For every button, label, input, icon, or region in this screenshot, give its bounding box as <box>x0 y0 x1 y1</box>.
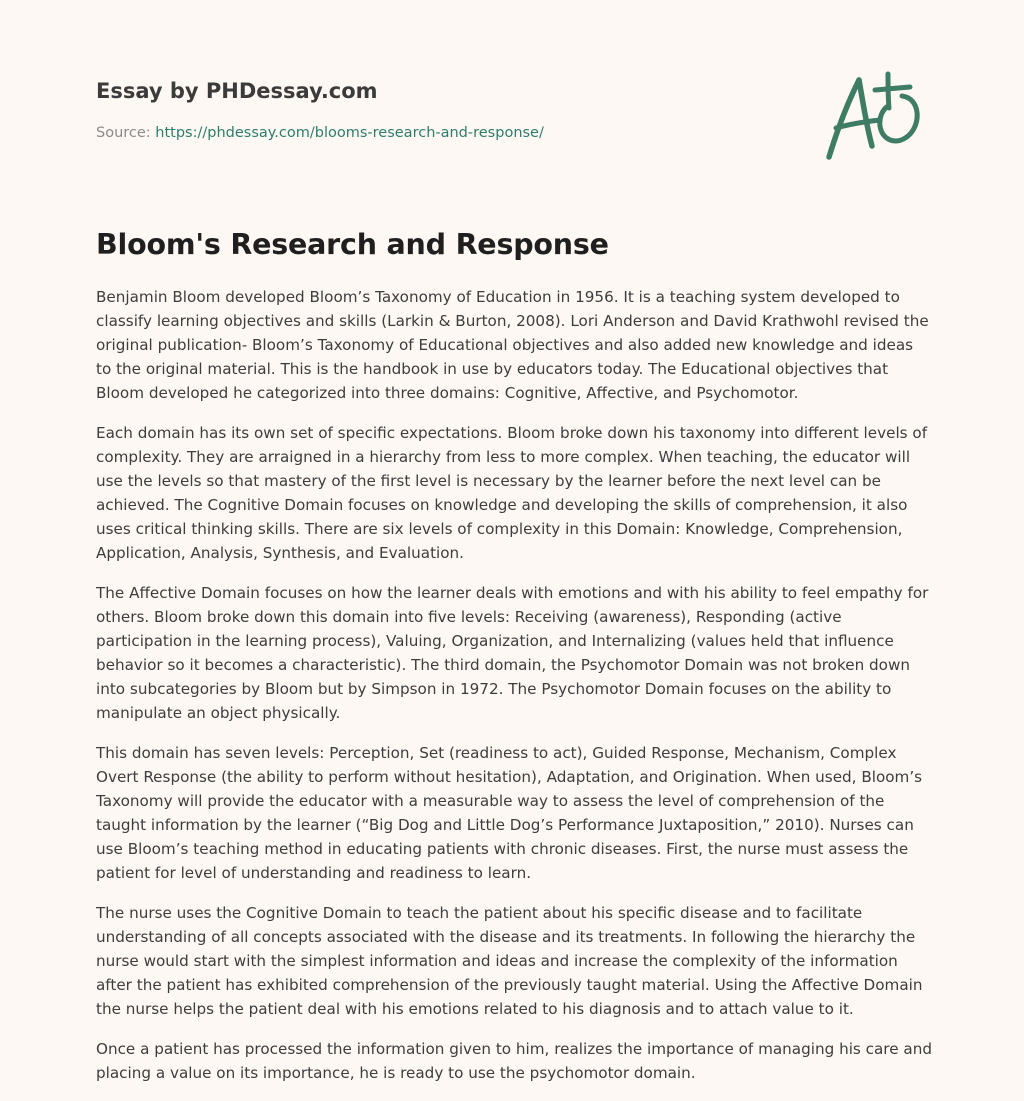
essay-paragraph: Benjamin Bloom developed Bloom’s Taxonomy of Education in 1956. It is a teaching system developed to classify learning objectives and skills (Larkin & Burton, 2008). Lori Anderson and David Krathwohl revised the original publication- Bloom’s Taxonomy of Educational objectives and also added new knowledge and ideas to the original material. This is the handbook in use by educators today. The Educational objectives that Bloom developed he categorized into three domains: Cognitive, Affective, and Psychomotor. <box>96 288 929 402</box>
essay-paragraph: Once a patient has processed the information given to him, realizes the importance of managing his care and placing a value on its importance, he is ready to use the psychomotor domain. <box>96 1040 932 1082</box>
essay-paragraph: The Affective Domain focuses on how the learner deals with emotions and with his ability to feel empathy for others. Bloom broke down this domain into five levels: Receiving (awareness), Responding (active participation in the learning process), Valuing, Organization, and Internalizing (values held that influence behavior so it becomes a characteristic). The third domain, the Psychomotor Domain was not broken down into subcategories by Bloom but by Simpson in 1972. The Psychomotor Domain focuses on the ability to manipulate an object physically. <box>96 584 929 722</box>
essay-body <box>96 285 932 1101</box>
source-link[interactable]: https://phdessay.com/blooms-research-and-response/ <box>155 125 544 141</box>
essay-title: Bloom's Research and Response <box>96 228 609 261</box>
source-label: Source: <box>96 125 151 141</box>
site-title: Essay by PHDessay.com <box>96 79 378 103</box>
essay-paragraph: Each domain has its own set of specific expectations. Bloom broke down his taxonomy into different levels of complexity. They are arraigned in a hierarchy from less to more complex. When teaching, the educator will use the levels so that mastery of the first level is necessary by the learner before the next level can be achieved. The Cognitive Domain focuses on knowledge and developing the skills of comprehension, it also uses critical thinking skills. There are six levels of complexity in this Domain: Knowledge, Comprehension, Application, Analysis, Synthesis, and Evaluation. <box>96 424 928 562</box>
a-plus-logo-icon <box>822 66 928 164</box>
essay-paragraph: The nurse uses the Cognitive Domain to teach the patient about his specific disease and to facilitate understanding of all concepts associated with the disease and its treatments. In following the hierarchy the nurse would start with the simplest information and ideas and increase the complexity of the information after the patient has exhibited comprehension of the previously taught material. Using the Affective Domain the nurse helps the patient deal with his emotions related to his diagnosis and to attach value to it. <box>96 904 923 1018</box>
essay-paragraph: This domain has seven levels: Perception, Set (readiness to act), Guided Response, Mechanism, Complex Overt Response (the ability to perform without hesitation), Adaptation, and Origination. When used, Bloom’s Taxonomy will provide the educator with a measurable way to assess the level of comprehension of the taught information by the learner (“Big Dog and Little Dog’s Performance Juxtaposition,” 2010). Nurses can use Bloom’s teaching method in educating patients with chronic diseases. First, the nurse must assess the patient for level of understanding and readiness to learn. <box>96 744 923 882</box>
source-line <box>96 123 544 143</box>
